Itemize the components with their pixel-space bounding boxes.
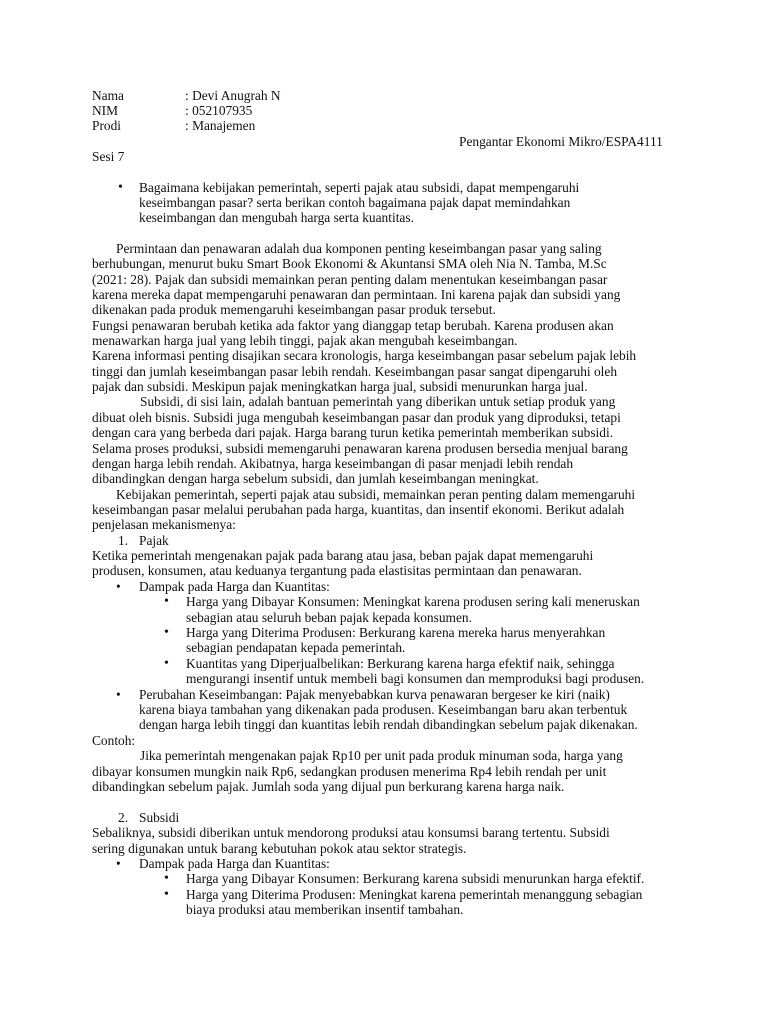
body-line: Selama proses produksi, subsidi memengaruhi penawaran karena produsen bersedia menjual barang bbox=[92, 441, 628, 456]
list-number: 2. bbox=[118, 810, 129, 825]
body-line: dibandingkan dengan harga sebelum subsidi, dan jumlah keseimbangan meningkat. bbox=[92, 471, 539, 486]
body-line: dibuat oleh bisnis. Subsidi juga mengubah keseimbangan pasar dan produk yang diproduksi, tetapi bbox=[92, 410, 621, 425]
body-line: Fungsi penawaran berubah ketika ada faktor yang dianggap tetap berubah. Karena produsen akan bbox=[92, 318, 614, 333]
body-line: dengan cara yang berbeda dari pajak. Harga barang turun ketika pemerintah memberikan subsidi. bbox=[92, 425, 614, 440]
body-line: Harga yang Diterima Produsen: Meningkat karena pemerintah menanggung sebagian bbox=[186, 887, 643, 902]
body-line: tinggi dan jumlah keseimbangan pasar lebih rendah. Keseimbangan pasar sangat dipengaruhi oleh bbox=[92, 364, 618, 379]
body-line: Harga yang Dibayar Konsumen: Meningkat karena produsen sering kali meneruskan bbox=[186, 594, 640, 609]
question-line: keseimbangan dan mengubah harga serta kuantitas. bbox=[139, 210, 414, 225]
body-line: sebagian atau seluruh beban pajak kepada konsumen. bbox=[186, 610, 472, 625]
body-line: dibayar konsumen mungkin naik Rp6, sedangkan produsen menerima Rp4 lebih rendah per unit bbox=[92, 764, 607, 779]
body-line: karena biaya tambahan yang dikenakan pada produsen. Keseimbangan baru akan terbentuk bbox=[139, 702, 628, 717]
bullet-icon: • bbox=[164, 871, 169, 886]
nim-value: : 052107935 bbox=[185, 103, 253, 118]
bullet-icon: • bbox=[116, 687, 121, 702]
body-line: Jika pemerintah mengenakan pajak Rp10 per unit pada produk minuman soda, harga yang bbox=[140, 748, 623, 763]
body-line: (2021: 28). Pajak dan subsidi memainkan peran penting dalam menentukan keseimbangan pasar bbox=[92, 272, 608, 287]
section-heading-pajak: Pajak bbox=[139, 533, 169, 548]
list-number: 1. bbox=[118, 533, 129, 548]
body-line: Subsidi, di sisi lain, adalah bantuan pemerintah yang diberikan untuk setiap produk yang bbox=[140, 394, 616, 409]
body-line: sering digunakan untuk barang kebutuhan pokok atau sektor strategis. bbox=[92, 841, 467, 856]
course-title: Pengantar Ekonomi Mikro/ESPA4111 bbox=[459, 134, 663, 149]
body-line: Karena informasi penting disajikan secara kronologis, harga keseimbangan pasar sebelum pajak lebih bbox=[92, 348, 637, 363]
body-line: pajak dan subsidi. Meskipun pajak meningkatkan harga jual, subsidi menurunkan harga jual. bbox=[92, 379, 588, 394]
nama-value: : Devi Anugrah N bbox=[185, 88, 281, 103]
example-label: Contoh: bbox=[92, 733, 136, 748]
question-line: Bagaimana kebijakan pemerintah, seperti pajak atau subsidi, dapat mempengaruhi bbox=[139, 180, 580, 195]
body-line: dengan harga lebih rendah. Akibatnya, harga keseimbangan di pasar menjadi lebih rendah bbox=[92, 456, 574, 471]
body-line: Kuantitas yang Diperjualbelikan: Berkurang karena harga efektif naik, sehingga bbox=[186, 656, 615, 671]
prodi-value: : Manajemen bbox=[185, 118, 256, 133]
bullet-icon: • bbox=[116, 856, 121, 871]
body-line: sebagian pendapatan kepada pemerintah. bbox=[186, 640, 406, 655]
question-bullet: • bbox=[118, 180, 123, 195]
bullet-icon: • bbox=[164, 887, 169, 902]
bullet-icon: • bbox=[164, 594, 169, 609]
nim-label: NIM bbox=[92, 103, 119, 118]
body-line: dikenakan pada produk memengaruhi keseimbangan pasar produk tersebut. bbox=[92, 302, 496, 317]
nama-label: Nama bbox=[92, 88, 124, 103]
body-line: karena mereka dapat mempengaruhi penawaran dan permintaan. Ini karena pajak dan subsidi yang bbox=[92, 287, 621, 302]
body-line: Harga yang Dibayar Konsumen: Berkurang karena subsidi menurunkan harga efektif. bbox=[186, 871, 645, 886]
body-line: Ketika pemerintah mengenakan pajak pada barang atau jasa, beban pajak dapat memengaruhi bbox=[92, 548, 594, 563]
body-line: dibandingkan sebelum pajak. Jumlah soda yang dijual pun berkurang karena harga naik. bbox=[92, 779, 565, 794]
body-line: Kebijakan pemerintah, seperti pajak atau subsidi, memainkan peran penting dalam memengaruhi bbox=[116, 487, 636, 502]
body-line: penjelasan mekanismenya: bbox=[92, 517, 236, 532]
body-line: biaya produksi atau memberikan insentif tambahan. bbox=[186, 902, 464, 917]
body-line: Dampak pada Harga dan Kuantitas: bbox=[139, 579, 330, 594]
body-line: berhubungan, menurut buku Smart Book Ekonomi & Akuntansi SMA oleh Nia N. Tamba, M.Sc bbox=[92, 256, 607, 271]
body-line: mengurangi insentif untuk membeli bagi konsumen dan memproduksi bagi produsen. bbox=[186, 671, 645, 686]
body-line: Permintaan dan penawaran adalah dua komponen penting keseimbangan pasar yang saling bbox=[116, 241, 602, 256]
body-line: Perubahan Keseimbangan: Pajak menyebabkan kurva penawaran bergeser ke kiri (naik) bbox=[139, 687, 610, 702]
bullet-icon: • bbox=[164, 625, 169, 640]
body-line: keseimbangan pasar melalui perubahan pada harga, kuantitas, dan insentif ekonomi. Berikut adalah bbox=[92, 502, 625, 517]
question-line: keseimbangan pasar? serta berikan contoh bagaimana pajak dapat memindahkan bbox=[139, 195, 571, 210]
body-line: Sebaliknya, subsidi diberikan untuk mendorong produksi atau konsumsi barang tertentu. Subsidi bbox=[92, 825, 610, 840]
prodi-label: Prodi bbox=[92, 118, 122, 133]
bullet-icon: • bbox=[116, 579, 121, 594]
body-line: Dampak pada Harga dan Kuantitas: bbox=[139, 856, 330, 871]
body-line: produsen, konsumen, atau keduanya tergantung pada elastisitas permintaan dan penawaran. bbox=[92, 563, 582, 578]
body-line: menawarkan harga jual yang lebih tinggi, pajak akan mengubah keseimbangan. bbox=[92, 333, 518, 348]
session-label: Sesi 7 bbox=[92, 149, 125, 164]
section-heading-subsidi: Subsidi bbox=[139, 810, 180, 825]
bullet-icon: • bbox=[164, 656, 169, 671]
body-line: dengan harga lebih tinggi dan kuantitas lebih rendah dibandingkan sebelum pajak dikenakan. bbox=[139, 717, 638, 732]
body-line: Harga yang Diterima Produsen: Berkurang karena mereka harus menyerahkan bbox=[186, 625, 606, 640]
